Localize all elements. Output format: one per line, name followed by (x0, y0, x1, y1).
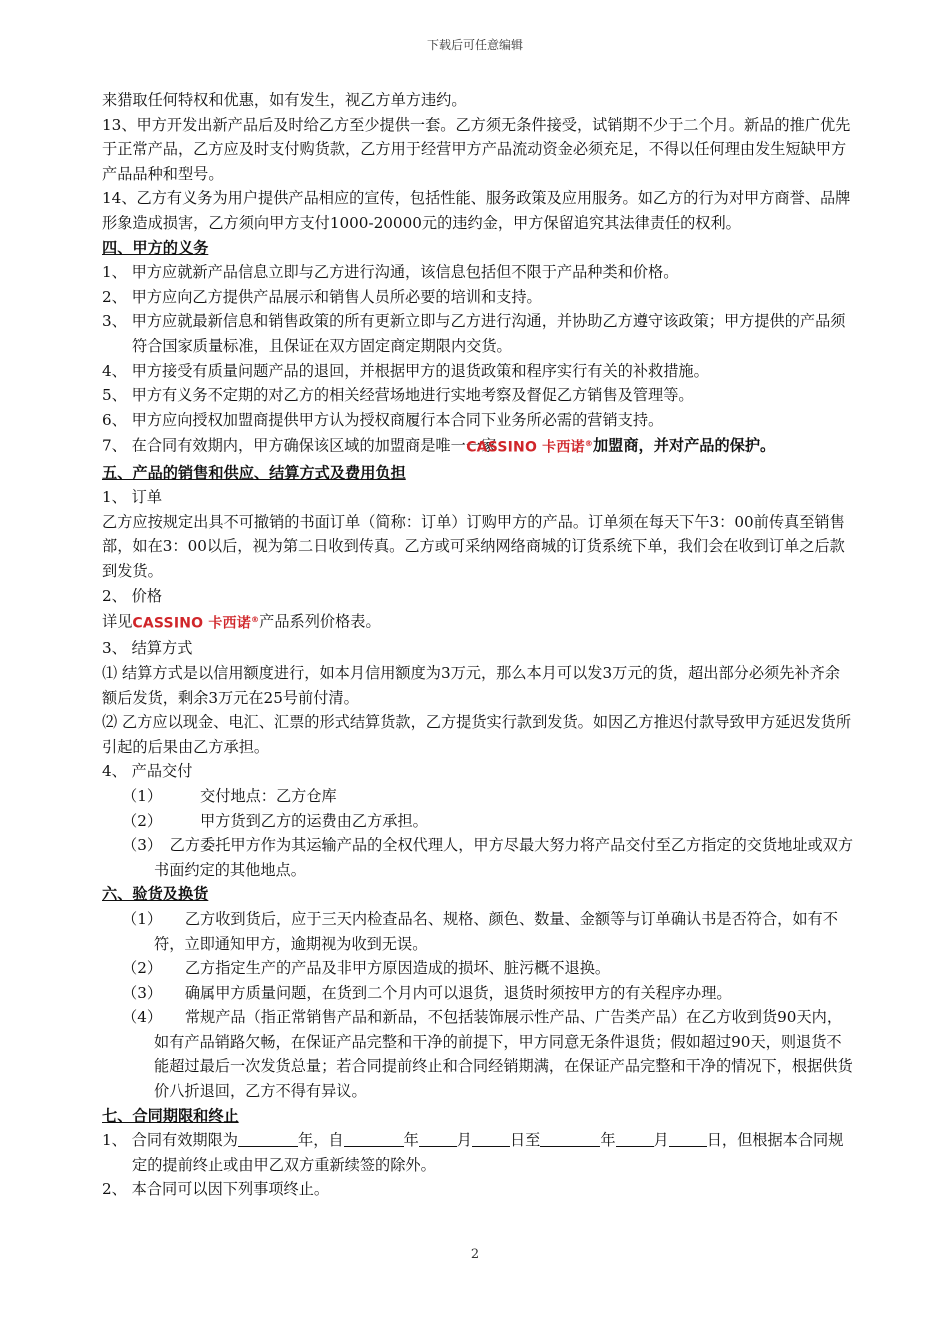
registered-mark: ® (250, 615, 260, 625)
subheading: 3、 结算方式 (102, 639, 193, 658)
list-item: （3） 乙方委托甲方作为其运输产品的全权代理人，甲方尽最大努力将产品交付至乙方指定的交货地址或双方书面约定的其他地点。 (122, 836, 854, 879)
text: 产品系列价格表。 (259, 612, 381, 631)
list-item: 6、 甲方应向授权加盟商提供甲方认为授权商履行本合同下业务所必需的营销支持。 (102, 410, 664, 429)
clause-text: 7、 在合同有效期内，甲方确保该区域的加盟商是唯一一家 (102, 436, 497, 455)
logo-text: CASSINO 卡西诺 (132, 615, 251, 632)
blank-field[interactable] (616, 1132, 654, 1147)
paragraph: 乙方应按规定出具不可撤销的书面订单（简称：订单）订购甲方的产品。订单须在每天下午3：00前传真至销售部，如在3：00以后，视为第二日收到传真。乙方或可采纳网络商城的订货系统下单，我们会在收到订单之后款到发货。 (102, 512, 845, 580)
text: 1、 合同有效期限为 (102, 1131, 238, 1150)
list-item (102, 432, 854, 460)
subheading: 2、 价格 (102, 586, 163, 605)
section-heading-7: 七、合同期限和终止 (102, 1106, 239, 1125)
subheading: 4、 产品交付 (102, 762, 193, 781)
cassino-logo (132, 608, 259, 636)
list-item: （3） 确属甲方质量问题，在货到二个月内可以退货，退货时须按甲方的有关程序办理。 (122, 983, 732, 1002)
section-heading-6: 六、验货及换货 (102, 885, 209, 904)
page-number: 2 (470, 1247, 480, 1262)
blank-field[interactable] (419, 1132, 457, 1147)
paragraph: ⑴ 结算方式是以信用额度进行，如本月信用额度为3万元，那么本月可以发3万元的货，超出部分必须先补齐余额后发货，剩余3万元在25号前付清。 (102, 663, 840, 707)
text: 日，但根据本合同规定的提前终止或由甲乙双方重新续签的除外。 (132, 1131, 844, 1174)
blank-field[interactable] (238, 1132, 298, 1147)
list-item: （2） 甲方货到乙方的运费由乙方承担。 (122, 811, 428, 830)
paragraph: 来猎取任何特权和优惠，如有发生，视乙方单方违约。 (102, 91, 467, 109)
clause-text-bold: 加盟商，并对产品的保护。 (592, 436, 776, 455)
text: 年，自 (298, 1131, 344, 1150)
list-item: 1、 甲方应就新产品信息立即与乙方进行沟通，该信息包括但不限于产品种类和价格。 (102, 263, 679, 282)
list-item: 2、 甲方应向乙方提供产品展示和销售人员所必要的培训和支持。 (102, 287, 542, 306)
page-header: 下载后可任意编辑 (426, 38, 523, 52)
section-heading-5: 五、产品的销售和供应、结算方式及费用负担 (102, 463, 406, 482)
subheading: 1、 订单 (102, 488, 163, 507)
section-heading-4: 四、甲方的义务 (102, 238, 209, 257)
blank-field[interactable] (472, 1132, 510, 1147)
registered-mark: ® (584, 439, 593, 449)
paragraph (102, 608, 854, 636)
blank-field[interactable] (540, 1132, 600, 1147)
list-item: 4、 甲方接受有质量问题产品的退回，并根据甲方的退货政策和程序实行有关的补救措施。 (102, 361, 709, 380)
list-item: （4） 常规产品（指正常销售产品和新品，不包括装饰展示性产品、广告类产品）在乙方收到货90天内，如有产品销路欠畅，在保证产品完整和干净的前提下，甲方同意无条件退货；假如超过90天，则退货不能超过最后一次发货总量；若合同提前终止和合同经销期满，在保证产品完整和干净的情况下，根据供货价八折退回，乙方不得有异议。 (122, 1008, 853, 1101)
text: 月 (653, 1131, 669, 1150)
blank-field[interactable] (669, 1132, 707, 1147)
clause-13: 13、甲方开发出新产品后及时给乙方至少提供一套。乙方须无条件接受，试销期不少于二个月。新品的推广优先于正常产品，乙方应及时支付购货款，乙方用于经营甲方产品流动资金必须充足，不得以任何理由发生短缺甲方产品品种和型号。 (102, 115, 851, 183)
document-body (102, 88, 854, 1202)
text: 日至 (509, 1131, 541, 1150)
blank-field[interactable] (344, 1132, 404, 1147)
text: 月 (456, 1131, 472, 1150)
list-item: 3、 甲方应就最新信息和销售政策的所有更新立即与乙方进行沟通，并协助乙方遵守该政策；甲方提供的产品须符合国家质量标准，且保证在双方固定商定期限内交货。 (102, 312, 846, 355)
paragraph: ⑵ 乙方应以现金、电汇、汇票的形式结算货款，乙方提货实行款到发货。如因乙方推迟付款导致甲方延迟发货所引起的后果由乙方承担。 (102, 713, 852, 756)
clause-14: 14、乙方有义务为用户提供产品相应的宣传，包括性能、服务政策及应用服务。如乙方的行为对甲方商誉、品牌形象造成损害，乙方须向甲方支付1000-20000元的违约金，甲方保留追究其法律责任的权利。 (102, 189, 851, 232)
list-item: （2） 乙方指定生产的产品及非甲方原因造成的损坏、脏污概不退换。 (122, 959, 611, 978)
list-item: （1） 乙方收到货后，应于三天内检查品名、规格、颜色、数量、金额等与订单确认书是否符合，如有不符，立即通知甲方，逾期视为收到无误。 (122, 909, 838, 953)
list-item: 2、 本合同可以因下列事项终止。 (102, 1180, 330, 1199)
list-item: （1） 交付地点：乙方仓库 (122, 786, 337, 805)
list-item: 5、 甲方有义务不定期的对乙方的相关经营场地进行实地考察及督促乙方销售及管理等。 (102, 386, 694, 405)
text: 年 (600, 1131, 616, 1150)
cassino-logo (466, 432, 593, 460)
text: 详见 (102, 612, 133, 631)
logo-text: CASSINO 卡西诺 (466, 439, 585, 456)
list-item (102, 1128, 854, 1177)
text: 年 (403, 1131, 419, 1150)
